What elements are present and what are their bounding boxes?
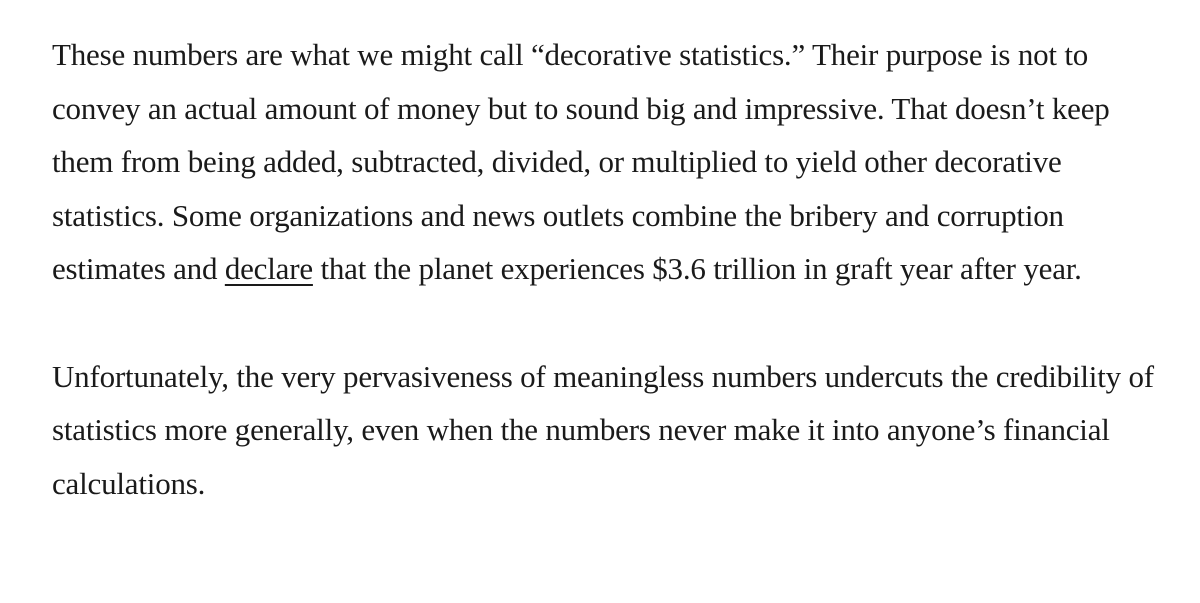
paragraph-text-before-link: These numbers are what we might call “decorative statistics.” Their purpose is not to convey an actual amount of money but to sound big and impressive. That doesn’t keep them from being added, subtracted, divided, or multiplied to yield other decorative statistics. Some organizations and news outlets combine the bribery and corruption estimates and — [52, 37, 1110, 286]
paragraph-decorative-statistics — [52, 28, 1172, 296]
paragraph-meaningless-numbers: Unfortunately, the very pervasiveness of meaningless numbers undercuts the credibility of statistics more generally, even when the numbers never make it into anyone’s financial calculations. — [52, 358, 1154, 501]
declare-link[interactable]: declare — [224, 251, 313, 286]
article-body — [52, 28, 1172, 510]
paragraph-text-after-link: that the planet experiences $3.6 trillion in graft year after year. — [312, 251, 1082, 286]
